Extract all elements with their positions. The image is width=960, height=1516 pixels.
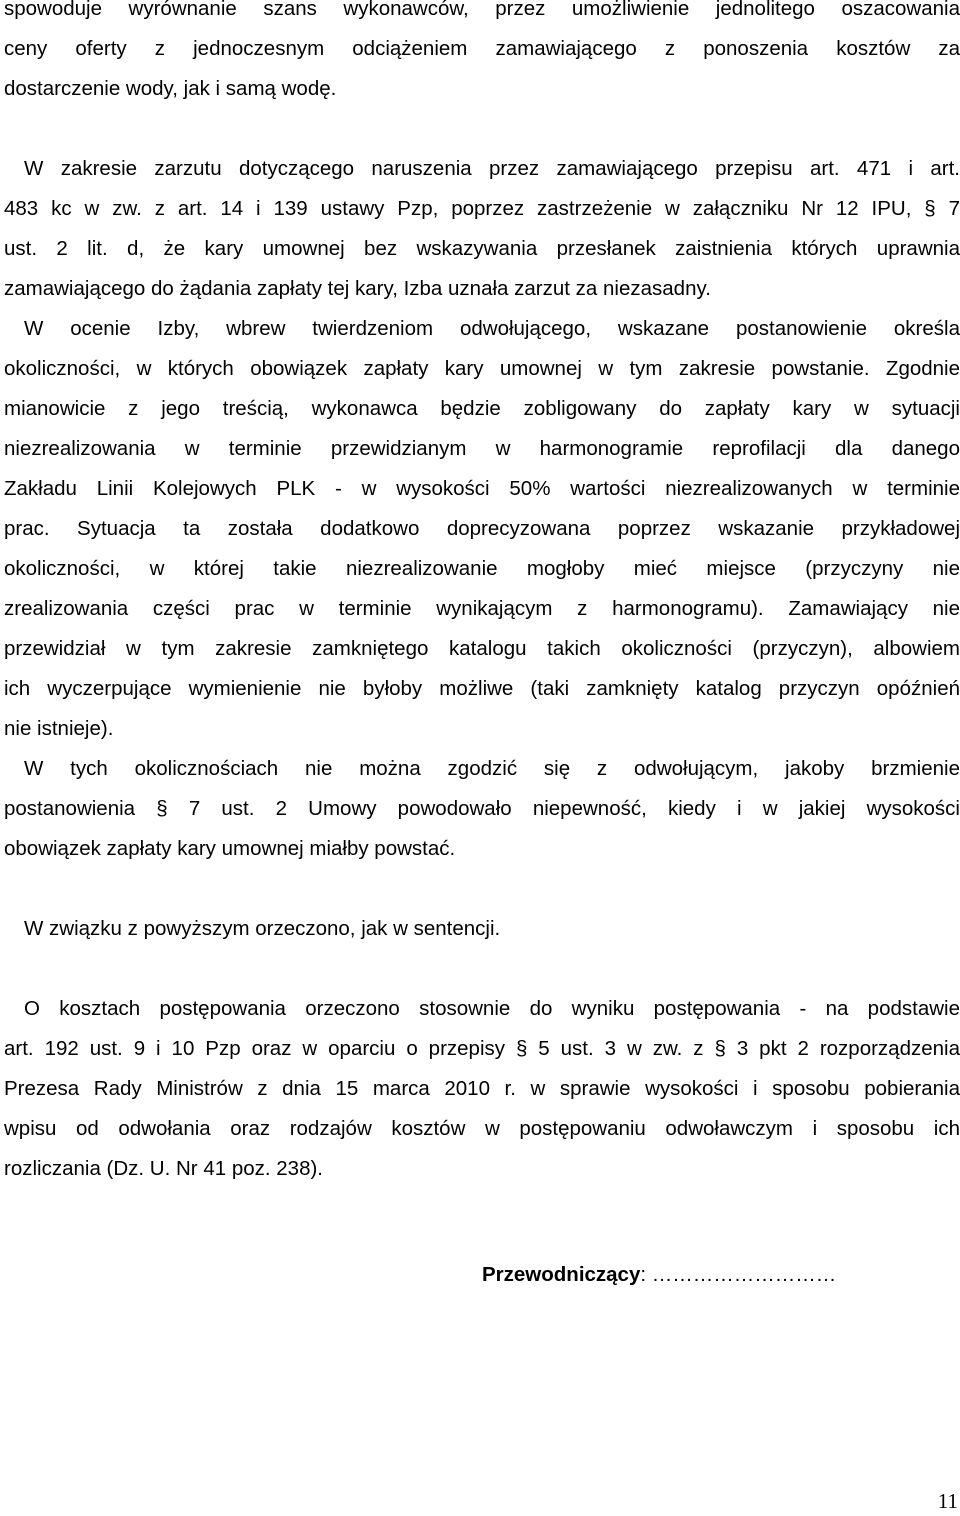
paragraph-line: ceny oferty z jednoczesnym odciążeniem zamawiającego z ponoszenia kosztów za	[4, 37, 960, 60]
paragraph-line: spowoduje wyrównanie szans wykonawców, przez umożliwienie jednolitego oszacowania	[4, 0, 960, 20]
paragraph-line: okoliczności, w której takie niezrealizowanie mogłoby mieć miejsce (przyczyny nie	[4, 557, 960, 580]
signature-line	[482, 1255, 952, 1295]
paragraph-line: Prezesa Rady Ministrów z dnia 15 marca 2010 r. w sprawie wysokości i sposobu pobierania	[4, 1077, 960, 1100]
paragraph-line: przewidział w tym zakresie zamkniętego katalogu takich okoliczności (przyczyn), albowiem	[4, 637, 960, 660]
paragraph-line: ust. 2 lit. d, że kary umownej bez wskazywania przesłanek zaistnienia których uprawnia	[4, 237, 960, 260]
paragraph-line: W tych okolicznościach nie można zgodzić się z odwołującym, jakoby brzmienie	[24, 757, 960, 780]
paragraph-line: dostarczenie wody, jak i samą wodę.	[4, 77, 337, 100]
paragraph-line: okoliczności, w których obowiązek zapłaty kary umownej w tym zakresie powstanie. Zgodnie	[4, 357, 960, 380]
paragraph-line: wpisu od odwołania oraz rodzajów kosztów w postępowaniu odwoławczym i sposobu ich	[4, 1117, 960, 1140]
signature-label: Przewodniczący	[482, 1263, 641, 1286]
paragraph-line: obowiązek zapłaty kary umownej miałby powstać.	[4, 837, 456, 860]
signature-dots: ………………………	[646, 1263, 837, 1286]
paragraph-line: O kosztach postępowania orzeczono stosownie do wyniku postępowania - na podstawie	[24, 997, 960, 1020]
paragraph-line: rozliczania (Dz. U. Nr 41 poz. 238).	[4, 1157, 324, 1180]
paragraph-line: W zakresie zarzutu dotyczącego naruszenia przez zamawiającego przepisu art. 471 i art.	[24, 157, 960, 180]
paragraph-line: zamawiającego do żądania zapłaty tej kary, Izba uznała zarzut za niezasadny.	[4, 277, 711, 300]
paragraph-line: zrealizowania części prac w terminie wynikającym z harmonogramu). Zamawiający nie	[4, 597, 960, 620]
paragraph-line: art. 192 ust. 9 i 10 Pzp oraz w oparciu o przepisy § 5 ust. 3 w zw. z § 3 pkt 2 rozporządzenia	[4, 1037, 960, 1060]
paragraph-line: 483 kc w zw. z art. 14 i 139 ustawy Pzp, poprzez zastrzeżenie w załączniku Nr 12 IPU, § 7	[4, 197, 960, 220]
paragraph-line: W związku z powyższym orzeczono, jak w sentencji.	[24, 917, 501, 940]
page-number: 11	[937, 1489, 958, 1513]
paragraph-line: niezrealizowania w terminie przewidzianym w harmonogramie reprofilacji dla danego	[4, 437, 960, 460]
paragraph-line: W ocenie Izby, wbrew twierdzeniom odwołującego, wskazane postanowienie określa	[24, 317, 960, 340]
signature-separator: :	[640, 1263, 647, 1286]
paragraph-line: postanowienia § 7 ust. 2 Umowy powodowało niepewność, kiedy i w jakiej wysokości	[4, 797, 960, 820]
paragraph-line: Zakładu Linii Kolejowych PLK - w wysokości 50% wartości niezrealizowanych w terminie	[4, 477, 960, 500]
paragraph-line: ich wyczerpujące wymienienie nie byłoby możliwe (taki zamknięty katalog przyczyn opóźnień	[4, 677, 960, 700]
paragraph-line: nie istnieje).	[4, 717, 114, 740]
paragraph-line: prac. Sytuacja ta została dodatkowo doprecyzowana poprzez wskazanie przykładowej	[4, 517, 960, 540]
paragraph-line: mianowicie z jego treścią, wykonawca będzie zobligowany do zapłaty kary w sytuacji	[4, 397, 960, 420]
